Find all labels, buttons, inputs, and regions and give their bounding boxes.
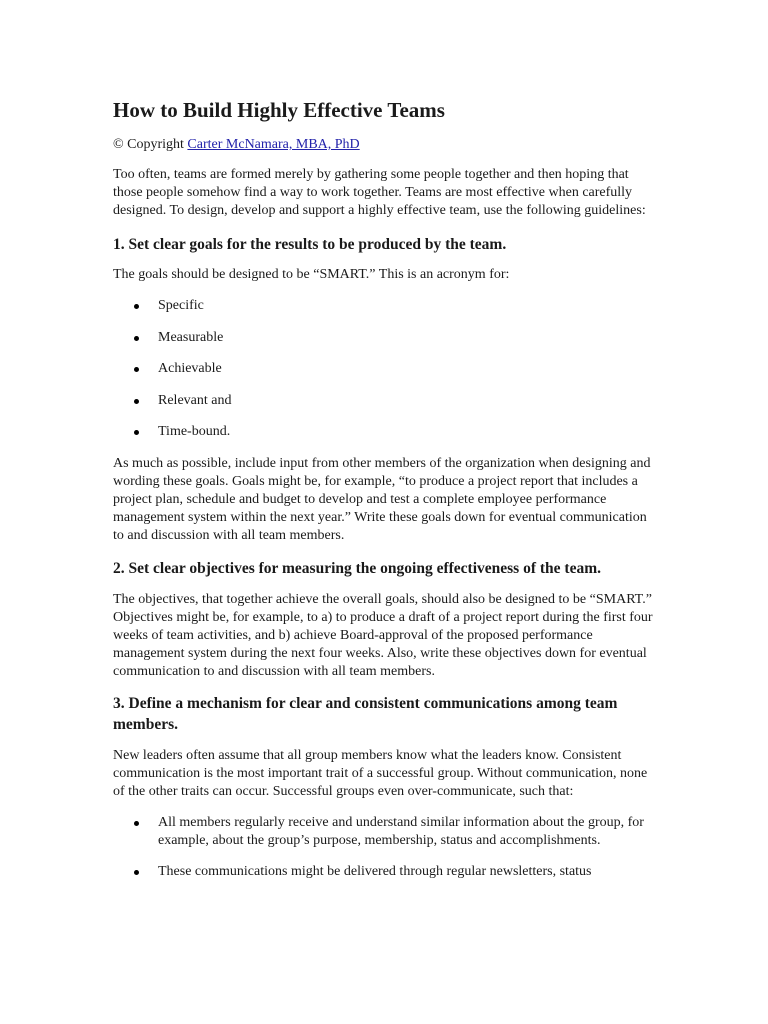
list-item: Time-bound. <box>113 423 661 441</box>
copyright-line <box>113 136 661 153</box>
section-1-paragraph-2: As much as possible, include input from other members of the organization when designing and wording these goals. Goals might be, for example, “to produce a project report that includes a project plan, schedule and budget to develop and test a complete employee performance management system within the next year.” Write these goals down for eventual communication to and discussion with all team members. <box>113 455 651 543</box>
author-link[interactable]: Carter McNamara, MBA, PhD <box>187 137 360 152</box>
section-1-paragraph: The goals should be designed to be “SMART.” This is an acronym for: <box>113 267 510 282</box>
bullet-icon <box>134 304 139 309</box>
smart-list <box>113 297 661 441</box>
list-item: Relevant and <box>113 392 661 410</box>
page-title: How to Build Highly Effective Teams <box>113 98 445 122</box>
intro-paragraph: Too often, teams are formed merely by gathering some people together and then hoping that those people somehow find a way to work together. Teams are most effective when carefully designed. To design, develop and support a highly effective team, use the following guidelines: <box>113 167 646 218</box>
copyright-prefix: © Copyright <box>113 137 188 152</box>
list-item: Achievable <box>113 360 661 378</box>
bullet-icon <box>134 367 139 372</box>
bullet-icon <box>134 821 139 826</box>
document-content <box>113 96 661 894</box>
section-2-heading: 2. Set clear objectives for measuring the ongoing effectiveness of the team. <box>113 559 601 577</box>
section-3-heading: 3. Define a mechanism for clear and consistent communications among team members. <box>113 694 618 733</box>
list-item: These communications might be delivered through regular newsletters, status <box>113 863 661 881</box>
list-item: All members regularly receive and understand similar information about the group, for example, about the group’s purpose, membership, status and accomplishments. <box>113 814 661 850</box>
section-3-paragraph: New leaders often assume that all group members know what the leaders know. Consistent communication is the most important trait of a successful group. Without communication, none of the other traits can occur. Successful groups even over-communicate, such that: <box>113 747 648 799</box>
list-item: Specific <box>113 297 661 315</box>
bullet-icon <box>134 336 139 341</box>
section-1-heading: 1. Set clear goals for the results to be produced by the team. <box>113 236 507 253</box>
bullet-icon <box>134 399 139 404</box>
list-item: Measurable <box>113 329 661 347</box>
section-2-paragraph: The objectives, that together achieve the overall goals, should also be designed to be “SMART.” Objectives might be, for example, to a) to produce a draft of a project report during the first four weeks of team activities, and b) achieve Board-approval of the proposed performance management system during the next four weeks. Also, write these objectives down for eventual communication to and discussion with all team members. <box>113 591 653 679</box>
communication-list <box>113 814 661 881</box>
bullet-icon <box>134 430 139 435</box>
bullet-icon <box>134 870 139 875</box>
